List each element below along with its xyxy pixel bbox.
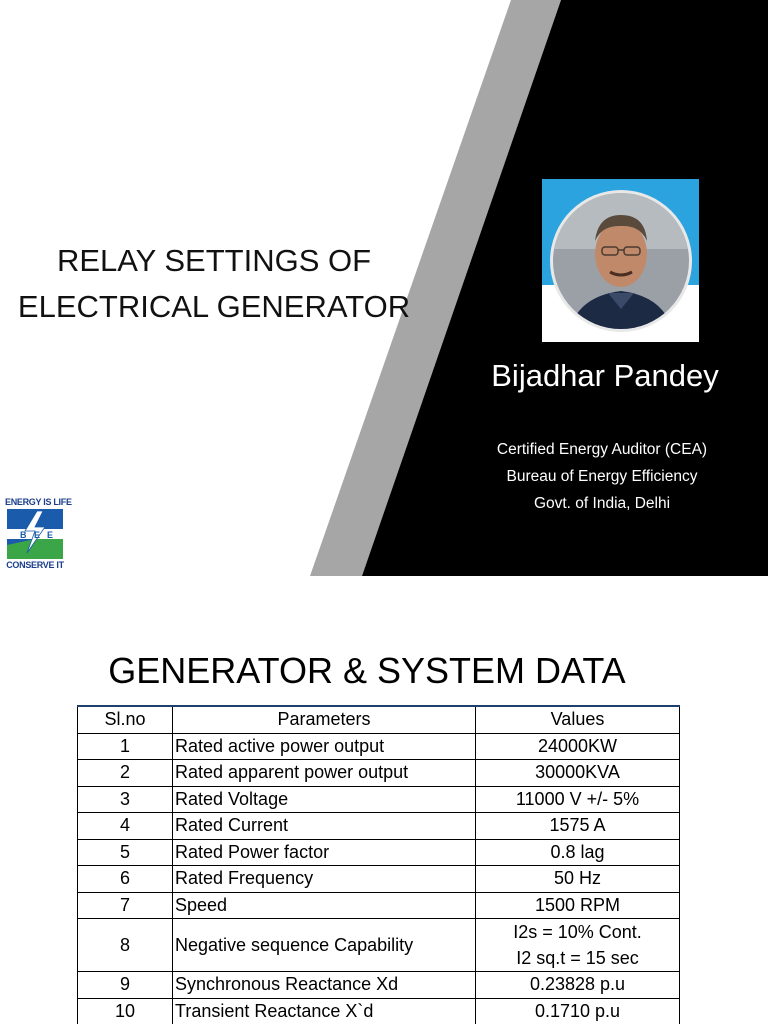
logo-bottom-text: CONSERVE IT	[6, 560, 64, 570]
title-line-1: RELAY SETTINGS OF	[56, 243, 372, 278]
cell-parameter: Rated Current	[173, 813, 476, 840]
cell-value: 0.8 lag	[476, 839, 680, 866]
cell-slno: 7	[78, 892, 173, 919]
table-row	[78, 892, 680, 919]
data-slide	[0, 576, 768, 1024]
cell-value: 1575 A	[476, 813, 680, 840]
logo-letter-2: E	[34, 530, 41, 540]
cell-parameter: Transient Reactance X`d	[173, 998, 476, 1024]
cell-slno: 3	[78, 786, 173, 813]
table-row	[78, 839, 680, 866]
cell-value-line: I2 sq.t = 15 sec	[516, 948, 639, 968]
header-slno: Sl.no	[78, 706, 173, 733]
table-row	[78, 733, 680, 760]
table-row	[78, 786, 680, 813]
cell-value: 50 Hz	[476, 866, 680, 893]
credential-line-3: Govt. of India, Delhi	[533, 495, 671, 512]
cell-value: 0.1710 p.u	[476, 998, 680, 1024]
presentation-title	[0, 238, 428, 330]
cell-slno: 4	[78, 813, 173, 840]
table-row	[78, 919, 680, 972]
cell-value-line: I2s = 10% Cont.	[513, 922, 642, 942]
author-photo	[542, 179, 699, 342]
cell-slno: 6	[78, 866, 173, 893]
bee-logo	[5, 497, 72, 572]
cell-value: 1500 RPM	[476, 892, 680, 919]
bee-logo-icon	[7, 509, 63, 559]
table-row	[78, 972, 680, 999]
cell-slno: 2	[78, 760, 173, 787]
cell-parameter: Synchronous Reactance Xd	[173, 972, 476, 999]
author-name: Bijadhar Pandey	[491, 358, 719, 393]
cell-slno: 10	[78, 998, 173, 1024]
cell-parameter: Rated apparent power output	[173, 760, 476, 787]
logo-top-text: ENERGY IS LIFE	[5, 497, 72, 507]
header-values: Values	[476, 706, 680, 733]
table-row	[78, 866, 680, 893]
logo-letter-1: B	[20, 530, 27, 540]
header-parameters: Parameters	[173, 706, 476, 733]
credential-line-1: Certified Energy Auditor (CEA)	[496, 441, 708, 458]
cell-parameter: Rated Voltage	[173, 786, 476, 813]
cell-slno: 1	[78, 733, 173, 760]
table-row	[78, 760, 680, 787]
cell-parameter: Speed	[173, 892, 476, 919]
table-row	[78, 813, 680, 840]
table-row	[78, 998, 680, 1024]
cell-value	[476, 919, 680, 972]
cell-parameter: Rated Power factor	[173, 839, 476, 866]
credential-line-2: Bureau of Energy Efficiency	[506, 468, 698, 485]
generator-data-table	[77, 705, 680, 1024]
cell-parameter: Rated Frequency	[173, 866, 476, 893]
cell-value: 30000KVA	[476, 760, 680, 787]
portrait-illustration	[542, 179, 699, 342]
cell-slno: 5	[78, 839, 173, 866]
author-credentials	[455, 436, 749, 517]
cell-parameter: Rated active power output	[173, 733, 476, 760]
data-slide-title: GENERATOR & SYSTEM DATA	[108, 650, 626, 691]
cell-slno: 9	[78, 972, 173, 999]
cell-parameter: Negative sequence Capability	[173, 919, 476, 972]
cell-value: 11000 V +/- 5%	[476, 786, 680, 813]
cell-slno: 8	[78, 919, 173, 972]
logo-letter-3: E	[47, 530, 54, 540]
table-header-row	[78, 706, 680, 733]
title-line-2: ELECTRICAL GENERATOR	[17, 289, 411, 324]
cell-value: 24000KW	[476, 733, 680, 760]
cell-value: 0.23828 p.u	[476, 972, 680, 999]
